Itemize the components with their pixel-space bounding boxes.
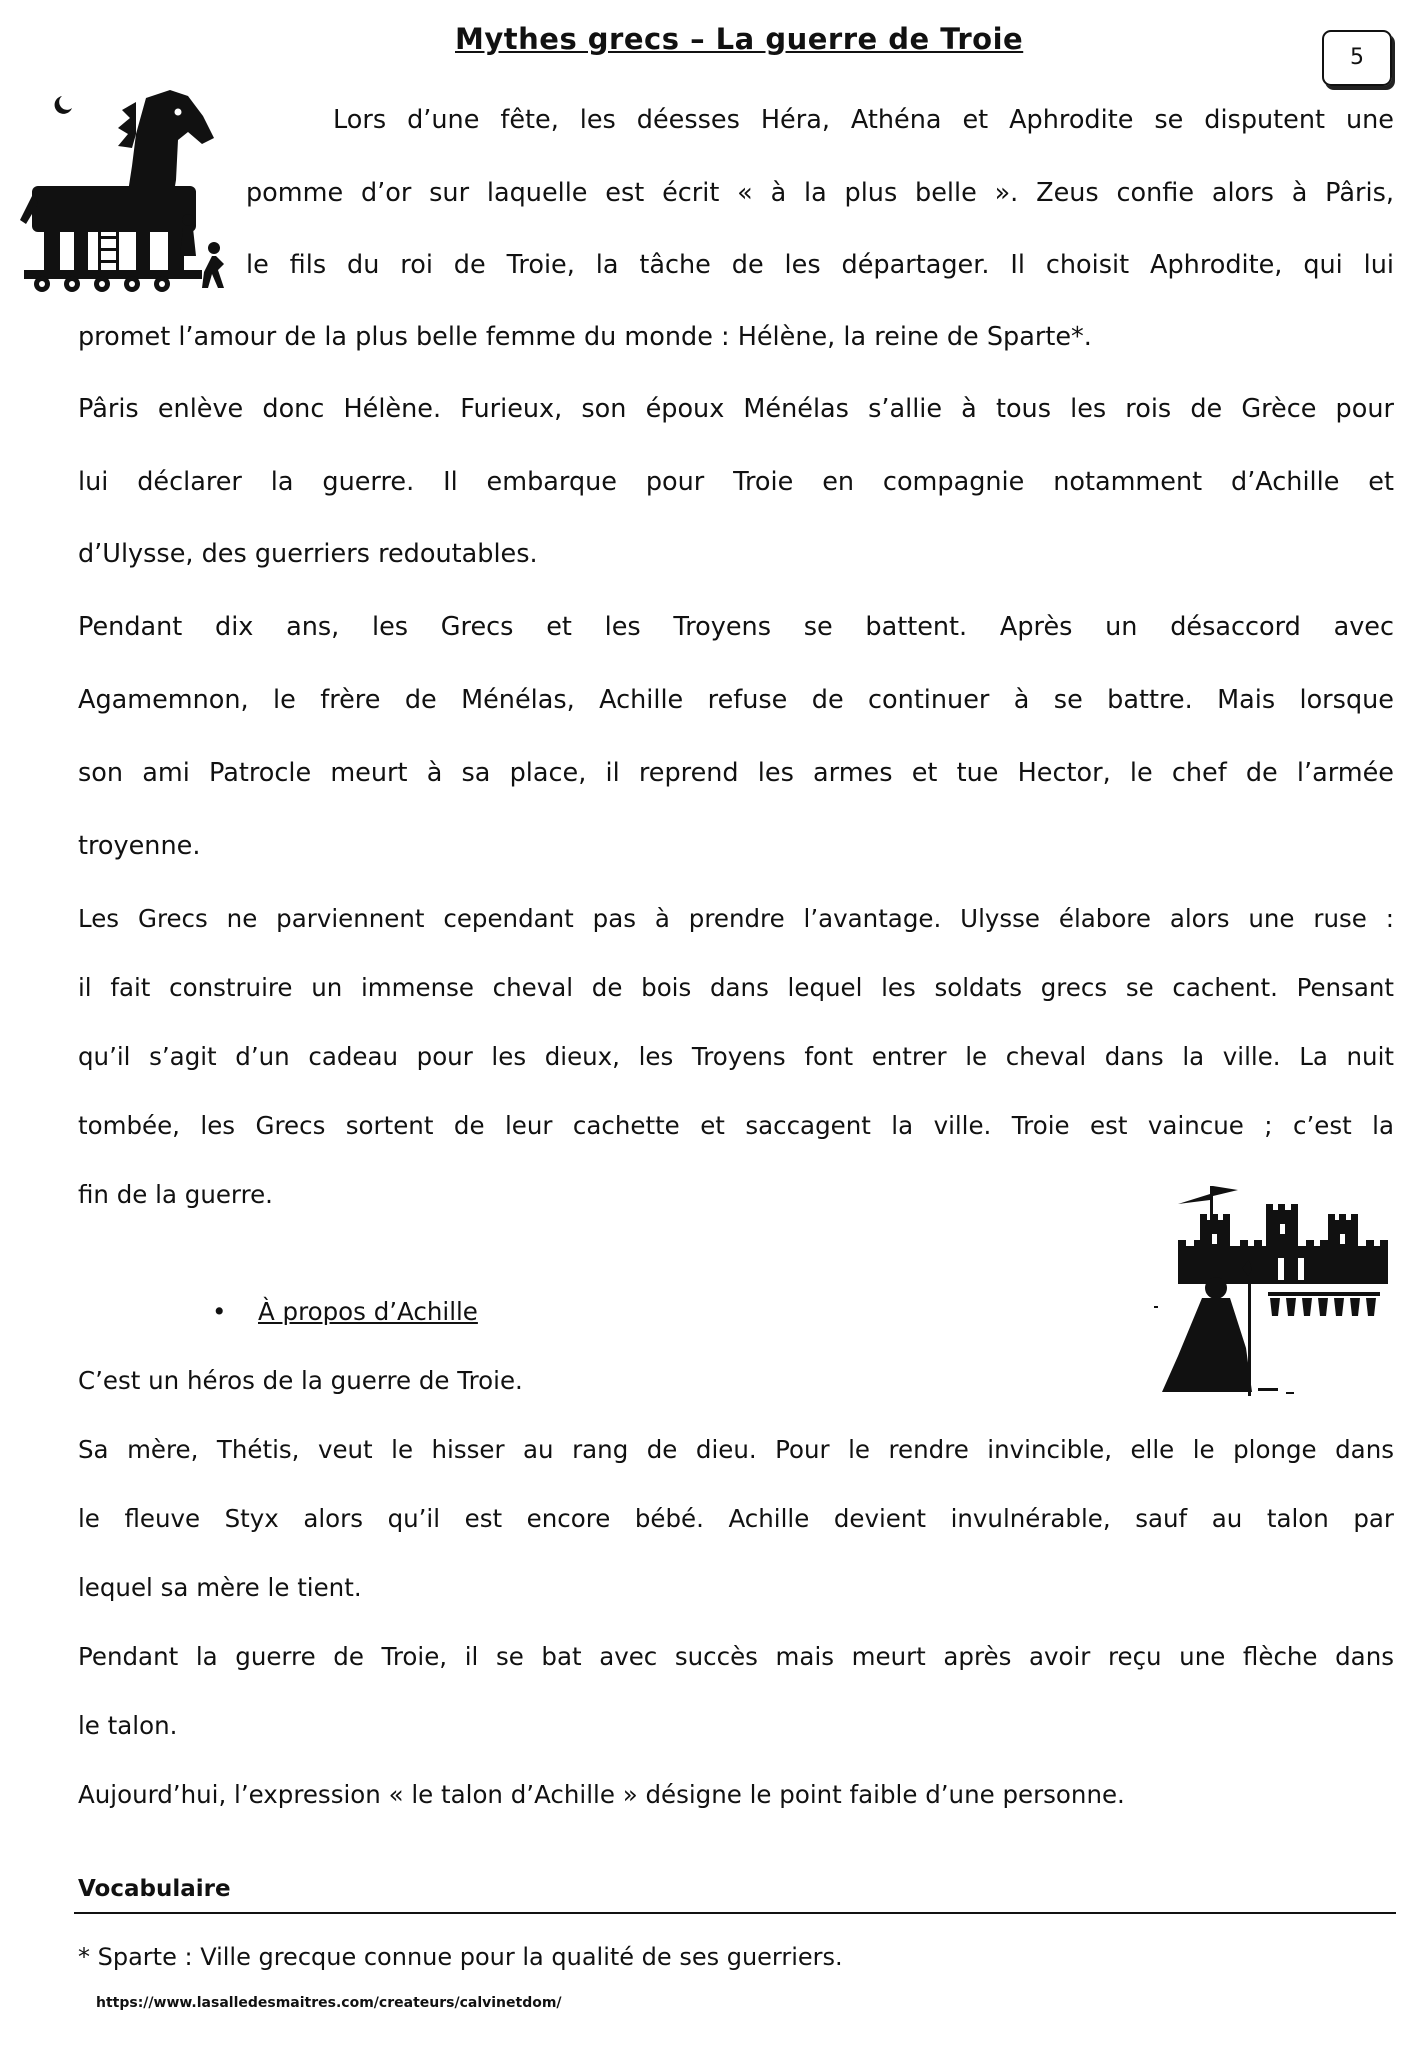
text-line: C’est un héros de la guerre de Troie. xyxy=(78,1366,523,1395)
trojan-horse-icon xyxy=(18,88,228,293)
text-line: Aujourd’hui, l’expression « le talon d’Achille » désigne le point faible d’une personne. xyxy=(78,1780,1125,1809)
source-url: https://www.lasalledesmaitres.com/createurs/calvinetdom/ xyxy=(96,1995,562,2011)
text-line: lequel sa mère le tient. xyxy=(78,1573,362,1602)
page-title: Mythes grecs – La guerre de Troie xyxy=(455,22,1024,56)
text-line: Les Grecs ne parviennent cependant pas à prendre l’avantage. Ulysse élabore alors une ruse : xyxy=(78,904,1394,933)
text-line: Lors d’une fête, les déesses Héra, Athéna et Aphrodite se disputent une xyxy=(333,105,1394,135)
text-line: lui déclarer la guerre. Il embarque pour Troie en compagnie notamment d’Achille et xyxy=(78,467,1394,497)
text-line: Pendant dix ans, les Grecs et les Troyens se battent. Après un désaccord avec xyxy=(78,612,1394,642)
text-line: troyenne. xyxy=(78,831,201,861)
text-line: fin de la guerre. xyxy=(78,1180,273,1209)
vocabulary-title: Vocabulaire xyxy=(78,1876,231,1902)
text-line: le talon. xyxy=(78,1711,178,1740)
text-line: le fils du roi de Troie, la tâche de les départager. Il choisit Aphrodite, qui lui xyxy=(246,250,1394,280)
text-line: le fleuve Styx alors qu’il est encore bébé. Achille devient invulnérable, sauf au talon par xyxy=(78,1504,1394,1533)
section-heading-label: À propos d’Achille xyxy=(258,1297,478,1326)
text-line: Pendant la guerre de Troie, il se bat avec succès mais meurt après avoir reçu une flèche dans xyxy=(78,1642,1394,1671)
vocabulary-entry: * Sparte : Ville grecque connue pour la qualité de ses guerriers. xyxy=(78,1943,843,1971)
text-line: promet l’amour de la plus belle femme du monde : Hélène, la reine de Sparte*. xyxy=(78,322,1092,352)
section-heading-achille xyxy=(212,1295,478,1329)
text-line: d’Ulysse, des guerriers redoutables. xyxy=(78,539,538,569)
text-line: pomme d’or sur laquelle est écrit « à la plus belle ». Zeus confie alors à Pâris, xyxy=(246,178,1394,208)
vocabulary-divider xyxy=(74,1912,1396,1914)
page-number-badge: 5 xyxy=(1322,30,1392,86)
bullet-marker: • xyxy=(212,1297,227,1326)
text-line: il fait construire un immense cheval de bois dans lequel les soldats grecs se cachent. Pensant xyxy=(78,973,1394,1002)
text-line: son ami Patrocle meurt à sa place, il reprend les armes et tue Hector, le chef de l’armée xyxy=(78,758,1394,788)
text-line: Pâris enlève donc Hélène. Furieux, son époux Ménélas s’allie à tous les rois de Grèce pour xyxy=(78,394,1394,424)
text-line: Sa mère, Thétis, veut le hisser au rang de dieu. Pour le rendre invincible, elle le plonge dans xyxy=(78,1435,1394,1464)
text-line: Agamemnon, le frère de Ménélas, Achille refuse de continuer à se battre. Mais lorsque xyxy=(78,685,1394,715)
text-line: tombée, les Grecs sortent de leur cachette et saccagent la ville. Troie est vaincue ; c’est la xyxy=(78,1111,1394,1140)
text-line: qu’il s’agit d’un cadeau pour les dieux, les Troyens font entrer le cheval dans la ville. La nuit xyxy=(78,1042,1394,1071)
